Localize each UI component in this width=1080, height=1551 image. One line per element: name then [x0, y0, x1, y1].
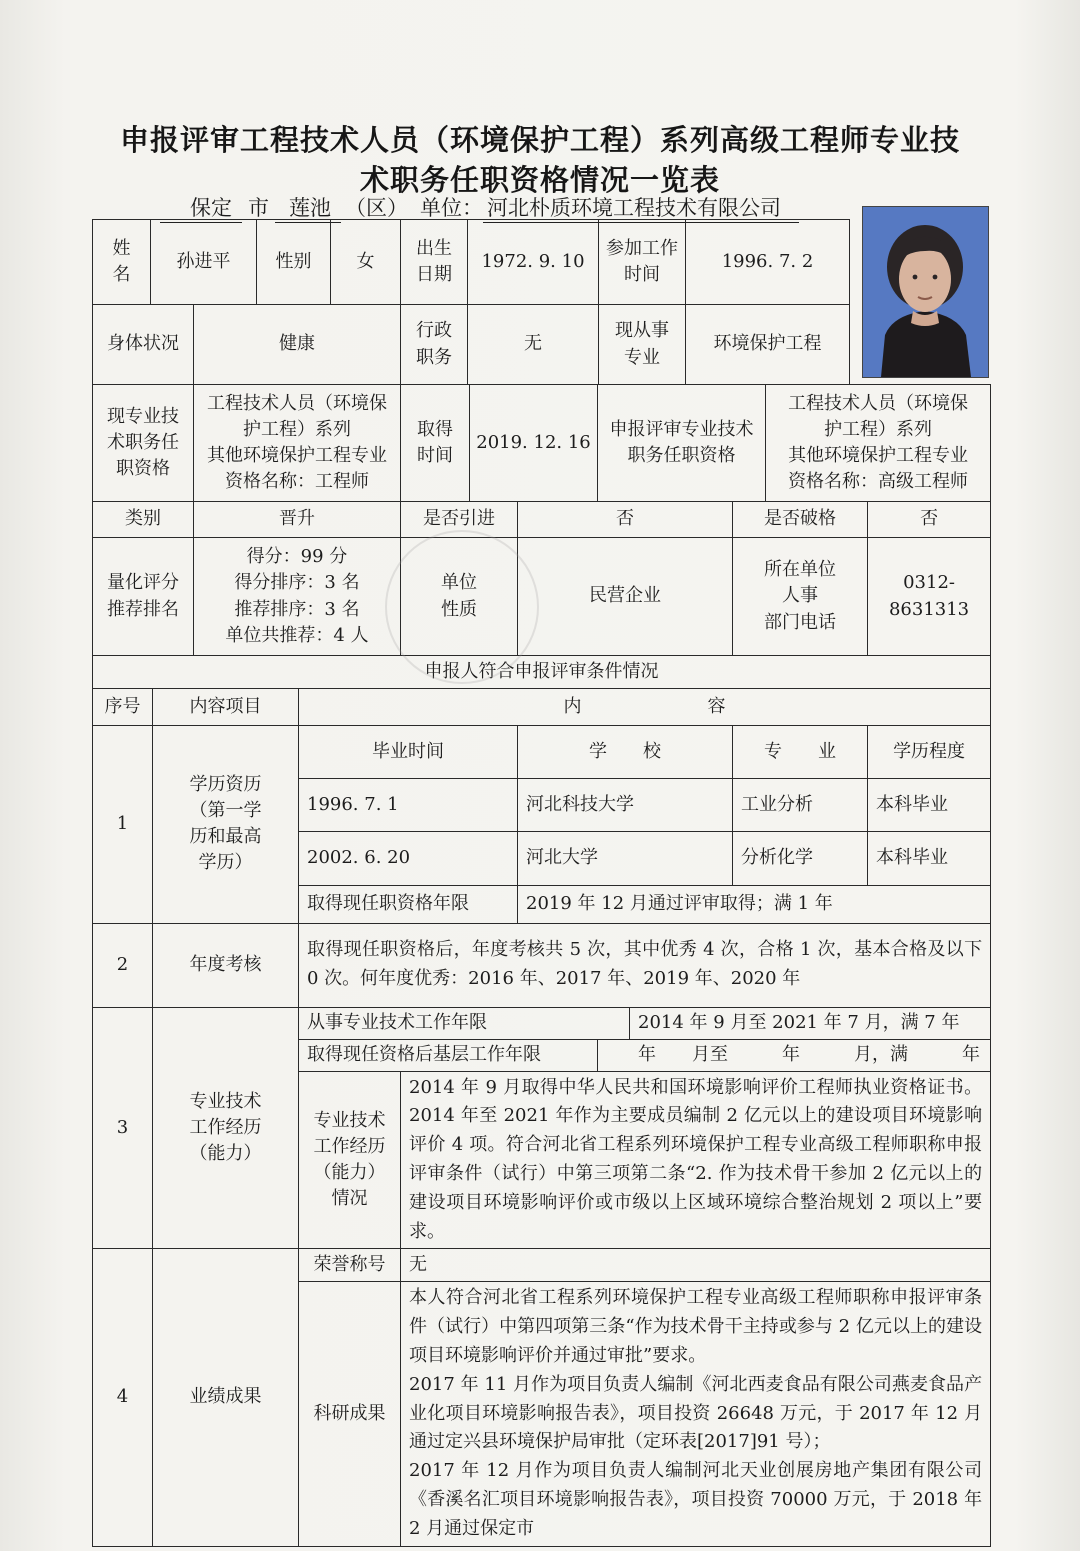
grassroots-label: 取得现任资格后基层工作年限 — [299, 1039, 598, 1071]
unit-label: 单位： — [420, 196, 483, 220]
edu-row2-date: 2002. 6. 20 — [299, 832, 518, 885]
document-title-line2: 术职务任职资格情况一览表 — [359, 163, 720, 197]
edu-row1-date: 1996. 7. 1 — [299, 779, 518, 832]
row3-label: 专业技术 工作经历 （能力） — [153, 1007, 299, 1249]
research-text — [401, 1282, 991, 1546]
conditions-heading: 申报人符合申报评审条件情况 — [93, 656, 991, 689]
unit-nature-label: 单位 性质 — [401, 538, 518, 656]
exception-label: 是否破格 — [733, 502, 868, 538]
birth-value: 1972. 9. 10 — [468, 220, 599, 305]
birth-label: 出生 日期 — [401, 220, 468, 305]
gender-value: 女 — [331, 220, 401, 305]
document-title-line1: 申报评审工程技术人员（环境保护工程）系列高级工程师专业技 — [119, 123, 960, 157]
introduced-value: 否 — [518, 502, 733, 538]
work-start-value: 1996. 7. 2 — [686, 220, 850, 305]
header-no: 序号 — [93, 689, 153, 726]
row4-no: 4 — [93, 1249, 153, 1546]
work-years-label: 从事专业技术工作年限 — [299, 1007, 630, 1039]
experience-detail-label: 专业技术 工作经历 （能力） 情况 — [299, 1071, 401, 1249]
header-item: 内容项目 — [153, 689, 299, 726]
unit-line — [160, 192, 860, 222]
main-form-table — [92, 384, 991, 1547]
edu-years-label: 取得现任职资格年限 — [299, 885, 518, 923]
introduced-label: 是否引进 — [401, 502, 518, 538]
health-label: 身体状况 — [93, 305, 194, 385]
score-value: 得分：99 分 得分排序：3 名 推荐排序：3 名 单位共推荐：4 人 — [194, 538, 401, 656]
edu-row2-school: 河北大学 — [518, 832, 733, 885]
edu-row2-major: 分析化学 — [733, 832, 868, 885]
row1-no: 1 — [93, 726, 153, 924]
admin-value: 无 — [468, 305, 599, 385]
city-value: 保定 — [160, 192, 242, 223]
category-value: 晋升 — [194, 502, 401, 538]
major-label: 现从事 专业 — [599, 305, 686, 385]
row4-label: 业绩成果 — [153, 1249, 299, 1546]
research-label: 科研成果 — [299, 1282, 401, 1546]
unit-nature-value: 民营企业 — [518, 538, 733, 656]
work-years-value: 2014 年 9 月至 2021 年 7 月，满 7 年 — [630, 1007, 991, 1039]
edu-row1-major: 工业分析 — [733, 779, 868, 832]
name-value: 孙进平 — [151, 220, 257, 305]
experience-detail-text: 2014 年 9 月取得中华人民共和国环境影响评价工程师执业资格证书。2014 年至 2021 年作为主要成员编制 2 亿元以上的建设项目环境影响评价 4 项。符合河北省工程系列环境保护工程专业高级工程师职称申报评审条件（试行）中第三项第二条“2. 作为技术骨干参加 2 亿元以上的建设项目环境影响评价或市级以上区域环境综合整治规划 2 项以上”要求。 — [401, 1071, 991, 1249]
apply-qualification-value: 工程技术人员（环境保 护工程）系列 其他环境保护工程专业 资格名称：高级工程师 — [766, 385, 991, 502]
honor-value: 无 — [401, 1249, 991, 1282]
row3-no: 3 — [93, 1007, 153, 1249]
edu-row2-level: 本科毕业 — [868, 832, 991, 885]
applicant-photo — [862, 206, 989, 378]
score-label: 量化评分 推荐排名 — [93, 538, 194, 656]
edu-row1-school: 河北科技大学 — [518, 779, 733, 832]
obtain-time-label: 取得 时间 — [401, 385, 470, 502]
personal-info-table — [92, 219, 850, 385]
work-start-label: 参加工作 时间 — [599, 220, 686, 305]
apply-qualification-label: 申报评审专业技术 职务任职资格 — [598, 385, 766, 502]
edu-col-school: 学 校 — [518, 726, 733, 779]
category-label: 类别 — [93, 502, 194, 538]
edu-col-major: 专 业 — [733, 726, 868, 779]
grassroots-value: 年 月至 年 月，满 年 — [598, 1039, 991, 1071]
research-paragraph-1: 本人符合河北省工程系列环境保护工程专业高级工程师职称申报评审条件（试行）中第四项第三条“作为技术骨干主持或参与 2 亿元以上的建设项目环境影响评价并通过审批”要求。 — [409, 1287, 983, 1366]
gender-label: 性别 — [257, 220, 331, 305]
current-qualification-value: 工程技术人员（环境保 护工程）系列 其他环境保护工程专业 资格名称：工程师 — [194, 385, 401, 502]
exception-value: 否 — [868, 502, 991, 538]
row1-label: 学历资历 （第一学 历和最高 学历） — [153, 726, 299, 924]
health-value: 健康 — [194, 305, 401, 385]
edu-row1-level: 本科毕业 — [868, 779, 991, 832]
edu-col-date: 毕业时间 — [299, 726, 518, 779]
portrait-image — [863, 207, 988, 377]
obtain-time-value: 2019. 12. 16 — [470, 385, 598, 502]
district-value: 莲池 — [275, 192, 341, 223]
header-content: 内 容 — [299, 689, 991, 726]
district-suffix: （区） — [345, 196, 408, 220]
major-value: 环境保护工程 — [686, 305, 850, 385]
edu-col-level: 学历程度 — [868, 726, 991, 779]
name-label: 姓 名 — [93, 220, 151, 305]
current-qualification-label: 现专业技 术职务任 职资格 — [93, 385, 194, 502]
hr-phone-label: 所在单位 人事 部门电话 — [733, 538, 868, 656]
research-paragraph-3: 2017 年 12 月作为项目负责人编制河北天业创展房地产集团有限公司《香溪名汇项目环境影响报告表》，项目投资 70000 万元，于 2018 年 2 月通过保定市 — [409, 1460, 983, 1539]
unit-value: 河北朴质环境工程技术有限公司 — [483, 192, 799, 223]
assessment-text: 取得现任职资格后，年度考核共 5 次，其中优秀 4 次，合格 1 次，基本合格及以下 0 次。何年度优秀：2016 年、2017 年、2019 年、2020 年 — [299, 923, 991, 1007]
edu-years-value: 2019 年 12 月通过评审取得；满 1 年 — [518, 885, 991, 923]
honor-label: 荣誉称号 — [299, 1249, 401, 1282]
row2-no: 2 — [93, 923, 153, 1007]
row2-label: 年度考核 — [153, 923, 299, 1007]
research-paragraph-2: 2017 年 11 月作为项目负责人编制《河北西麦食品有限公司燕麦食品产业化项目环境影响报告表》，项目投资 26648 万元，于 2017 年 12 月通过定兴县环境保护局审批（定环表[2017]91 号）； — [409, 1373, 983, 1453]
city-suffix: 市 — [248, 196, 269, 220]
hr-phone-value: 0312-8631313 — [868, 538, 991, 656]
admin-label: 行政 职务 — [401, 305, 468, 385]
